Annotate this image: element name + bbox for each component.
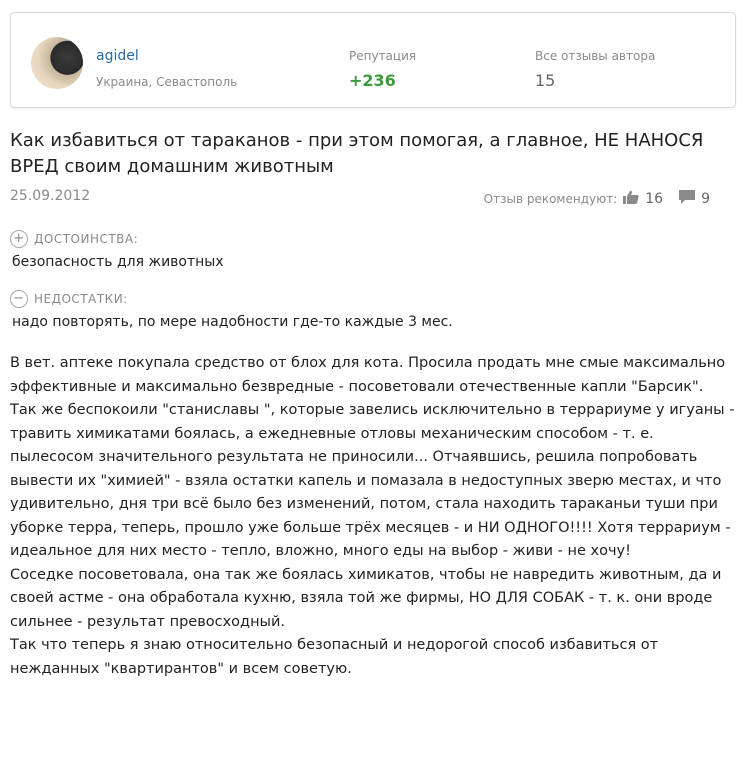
review-paragraph: В вет. аптеке покупала средство от блох для кота. Просила продать мне смые максимально эффективные и максимально безвредные - посоветовали отечественные капли "Барсик".: [10, 355, 726, 395]
author-name-link[interactable]: agidel: [96, 48, 139, 64]
review-paragraph: Так что теперь я знаю относительно безопасный и недорогой способ избавиться от нежданных "квартирантов" и всем советую.: [10, 637, 659, 677]
plus-circle-icon: +: [10, 230, 28, 248]
author-location: Украина, Севастополь: [96, 75, 238, 89]
cons-label: НЕДОСТАТКИ:: [34, 292, 128, 306]
cons-heading: [10, 290, 128, 308]
review-date: 25.09.2012: [10, 188, 91, 204]
all-reviews-label[interactable]: Все отзывы автора: [535, 49, 656, 63]
recommend-label: Отзыв рекомендуют:: [483, 191, 618, 206]
review-body: [10, 352, 736, 681]
minus-circle-icon: −: [10, 290, 28, 308]
comments-count: 9: [701, 190, 710, 207]
review-title: Как избавиться от тараканов - при этом помогая, а главное, НЕ НАНОСЯ ВРЕД своим домашним животным: [10, 130, 704, 177]
avatar[interactable]: [31, 37, 83, 89]
author-card: [10, 12, 736, 108]
review-paragraph: Соседке посоветовала, она так же боялась химикатов, чтобы не навредить животным, да и своей астме - она обработала кухню, взяла той же фирмы, НО ДЛЯ СОБАК - т. к. они вроде сильнее - результат превосходный.: [10, 566, 722, 630]
recommend-bar: [484, 190, 710, 207]
pros-heading: [10, 230, 138, 248]
thumbs-up-icon[interactable]: [623, 190, 639, 207]
reputation-label: Репутация: [349, 49, 417, 63]
review-paragraph: Так же беспокоили "станиславы ", которые завелись исключительно в террариуме у игуаны - травить химикатами боялась, а ежедневные отловы механическим способом - т. е. пылесосом значительного результата не приносили... Отчаявшись, решила попробовать вывести их "химией" - взяла остатки капель и помазала в недоступных зверю местах, и что удивительно, дня три всё было без изменений, потом, стала находить тараканьи туши при уборке терра, теперь, прошло уже больше трёх месяцев - и НИ ОДНОГО!!!! Хотя террариум - идеальное для них место - тепло, вложно, много еды на выбор - живи - не хочу!: [10, 402, 735, 559]
pros-text: безопасность для животных: [12, 254, 224, 270]
comment-icon[interactable]: [679, 190, 695, 207]
cons-text: надо повторять, по мере надобности где-то каждые 3 мес.: [12, 314, 453, 330]
likes-count: 16: [645, 190, 664, 207]
all-reviews-count[interactable]: 15: [535, 71, 556, 90]
reputation-value: +236: [349, 71, 396, 90]
pros-label: ДОСТОИНСТВА:: [34, 232, 139, 246]
